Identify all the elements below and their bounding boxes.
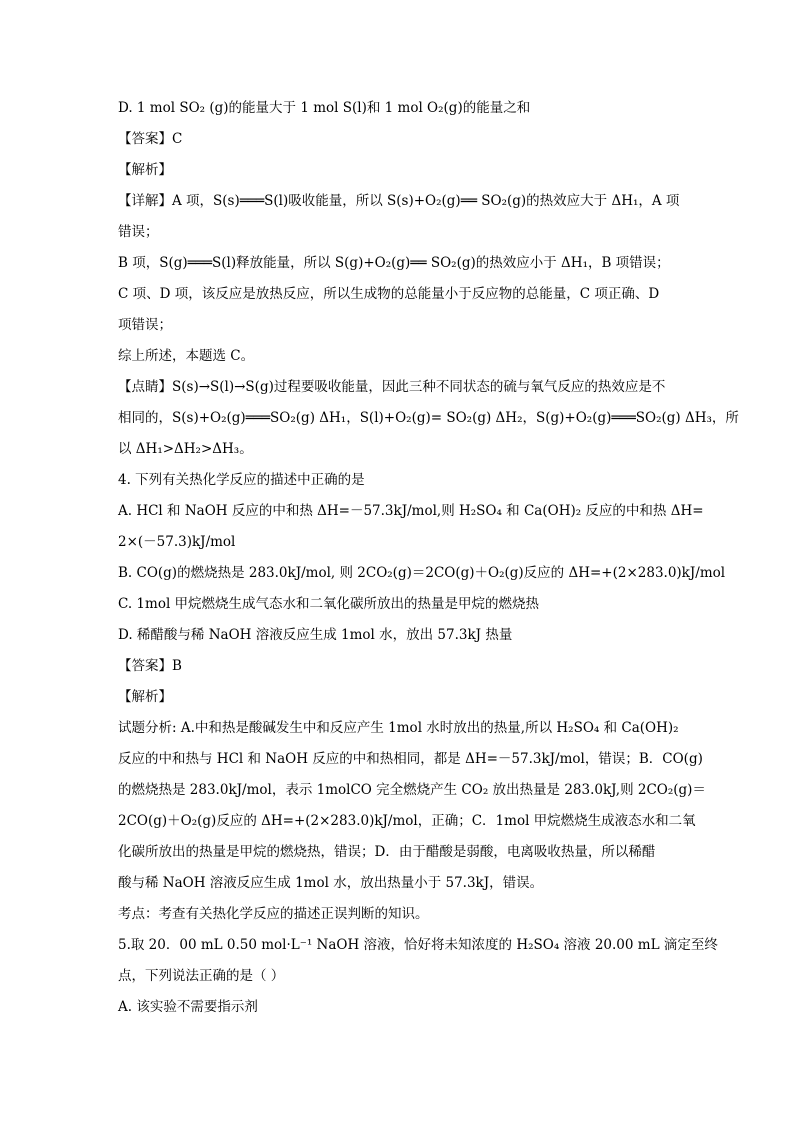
note-line-1: 【点睛】S(s)→S(l)→S(g)过程要吸收能量，因此三种不同状态的硫与氧气反应的热效应是不 bbox=[118, 379, 666, 395]
detail-line-5: 项错误； bbox=[118, 317, 172, 333]
detail-line-2: 错误； bbox=[118, 224, 159, 240]
question-5-stem-line-2: 点，下列说法正确的是（ ） bbox=[118, 968, 285, 984]
q4-option-c: C. 1mol 甲烷燃烧生成气态水和二氧化碳所放出的热量是甲烷的燃烧热 bbox=[118, 596, 540, 612]
q4-option-d: D. 稀醋酸与稀 NaOH 溶液反应生成 1mol 水，放出 57.3kJ 热量 bbox=[118, 627, 513, 643]
q4-option-b: B. CO(g)的燃烧热是 283.0kJ/mol, 则 2CO₂(g)＝2CO(g)＋O₂(g)反应的 ΔH=+(2×283.0)kJ/mol bbox=[118, 565, 726, 581]
summary-line: 综上所述，本题选 C。 bbox=[118, 348, 255, 364]
q4-option-a-line-1: A. HCl 和 NaOH 反应的中和热 ΔH=－57.3kJ/mol,则 H₂SO₄ 和 Ca(OH)₂ 反应的中和热 ΔH= bbox=[118, 503, 704, 519]
q4-analysis-line-4: 2CO(g)＋O₂(g)反应的 ΔH=+(2×283.0)kJ/mol，正确；C．1mol 甲烷燃烧生成液态水和二氧 bbox=[118, 813, 696, 829]
q4-analysis-line-3: 的燃烧热是 283.0kJ/mol，表示 1molCO 完全燃烧产生 CO₂ 放出热量是 283.0kJ,则 2CO₂(g)＝ bbox=[118, 782, 706, 798]
detail-line-1: 【详解】A 项，S(s)═══S(l)吸收能量，所以 S(s)+O₂(g)══ SO₂(g)的热效应大于 ΔH₁，A 项 bbox=[118, 193, 680, 209]
q4-analysis-line-2: 反应的中和热与 HCl 和 NaOH 反应的中和热相同，都是 ΔH=－57.3kJ/mol，错误；B．CO(g) bbox=[118, 751, 703, 767]
q4-analysis-line-1: 试题分析: A.中和热是酸碱发生中和反应产生 1mol 水时放出的热量,所以 H₂SO₄ 和 Ca(OH)₂ bbox=[118, 720, 679, 736]
q4-answer-line: 【答案】B bbox=[118, 658, 182, 674]
answer-line: 【答案】C bbox=[118, 131, 183, 147]
note-line-2: 相同的，S(s)+O₂(g)═══SO₂(g) ΔH₁，S(l)+O₂(g)= SO₂(g) ΔH₂，S(g)+O₂(g)═══SO₂(g) ΔH₃，所 bbox=[118, 410, 739, 426]
document-page bbox=[118, 98, 739, 1028]
q4-analysis-heading: 【解析】 bbox=[118, 689, 172, 705]
q4-analysis-line-6: 酸与稀 NaOH 溶液反应生成 1mol 水，放出热量小于 57.3kJ，错误。 bbox=[118, 875, 544, 891]
question-5-stem-line-1: 5.取 20．00 mL 0.50 mol·L⁻¹ NaOH 溶液，恰好将未知浓度的 H₂SO₄ 溶液 20.00 mL 滴定至终 bbox=[118, 937, 718, 953]
question-4-stem: 4. 下列有关热化学反应的描述中正确的是 bbox=[118, 472, 365, 488]
note-line-3: 以 ΔH₁>ΔH₂>ΔH₃。 bbox=[118, 441, 253, 457]
detail-line-4: C 项、D 项，该反应是放热反应，所以生成物的总能量小于反应物的总能量，C 项正确、D bbox=[118, 286, 660, 302]
analysis-heading: 【解析】 bbox=[118, 162, 172, 178]
q4-option-a-line-2: 2×(－57.3)kJ/mol bbox=[118, 534, 236, 550]
q4-analysis-line-5: 化碳所放出的热量是甲烷的燃烧热，错误；D．由于醋酸是弱酸，电离吸收热量，所以稀醋 bbox=[118, 844, 656, 860]
q4-test-point: 考点：考查有关热化学反应的描述正误判断的知识。 bbox=[118, 906, 429, 922]
detail-line-3: B 项，S(g)═══S(l)释放能量，所以 S(g)+O₂(g)══ SO₂(g)的热效应小于 ΔH₁，B 项错误； bbox=[118, 255, 670, 271]
q5-option-a: A. 该实验不需要指示剂 bbox=[118, 999, 258, 1015]
option-d-line: D. 1 mol SO₂ (g)的能量大于 1 mol S(l)和 1 mol O₂(g)的能量之和 bbox=[118, 100, 531, 116]
